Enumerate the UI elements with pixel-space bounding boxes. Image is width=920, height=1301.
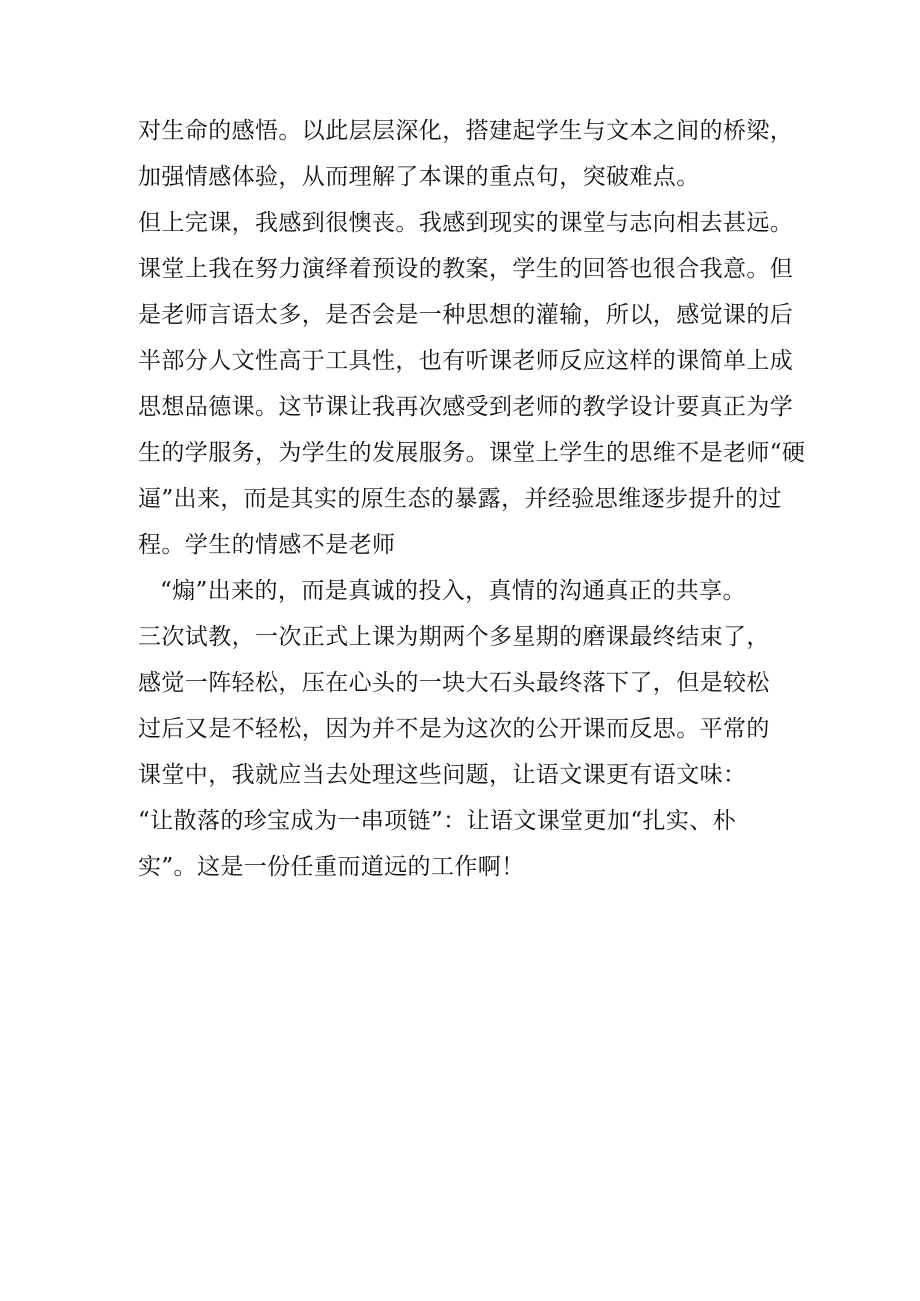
text-line: 课堂中，我就应当去处理这些问题，让语文课更有语文味： — [138, 762, 747, 788]
text-line: 三次试教，一次正式上课为期两个多星期的磨课最终结束了， — [138, 624, 770, 650]
text-line: 实”。这是一份任重而道远的工作啊！ — [138, 854, 525, 880]
text-line: 逼”出来，而是其实的原生态的暴露，并经验思维逐步提升的过 — [138, 486, 782, 512]
text-line: 生的学服务，为学生的发展服务。课堂上学生的思维不是老师“硬 — [138, 440, 806, 466]
text-line: 但上完课，我感到很懊丧。我感到现实的课堂与志向相去甚远。 — [138, 210, 794, 236]
document-body — [138, 108, 806, 890]
text-line: 程。学生的情感不是老师 — [138, 532, 396, 558]
text-line: 过后又是不轻松，因为并不是为这次的公开课而反思。平常的 — [138, 716, 770, 742]
text-line: 感觉一阵轻松，压在心头的一块大石头最终落下了，但是较松 — [138, 670, 770, 696]
text-line: 是老师言语太多，是否会是一种思想的灌输，所以，感觉课的后 — [138, 302, 794, 328]
text-line: “让散落的珍宝成为一串项链”：让语文课堂更加“扎实、朴 — [138, 808, 737, 834]
text-line: 课堂上我在努力演绎着预设的教案，学生的回答也很合我意。但 — [138, 256, 794, 282]
text-line: 对生命的感悟。以此层层深化，搭建起学生与文本之间的桥梁， — [138, 118, 794, 144]
text-line: “煽”出来的，而是真诚的投入，真情的沟通真正的共享。 — [160, 578, 746, 604]
text-line: 半部分人文性高于工具性，也有听课老师反应这样的课简单上成 — [138, 348, 794, 374]
text-line: 加强情感体验，从而理解了本课的重点句，突破难点。 — [138, 164, 700, 190]
text-line: 思想品德课。这节课让我再次感受到老师的教学设计要真正为学 — [138, 394, 794, 420]
